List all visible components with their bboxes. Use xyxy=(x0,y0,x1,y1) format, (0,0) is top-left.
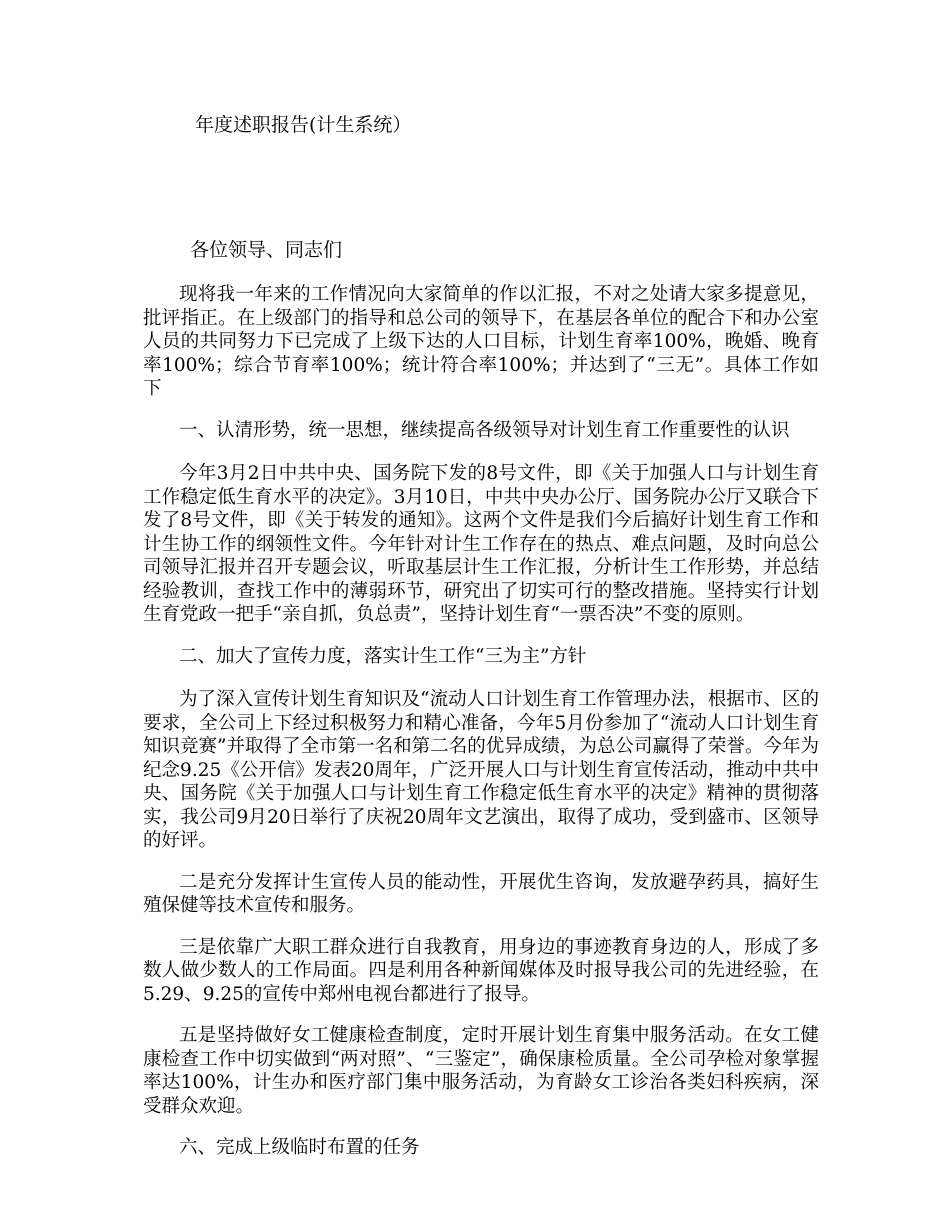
paragraph-section-1: 今年3月2日中共中央、国务院下发的8号文件，即《关于加强人口与计划生育工作稳定低生育水平的决定》。3月10日，中共中央办公厅、国务院办公厅又联合下发了8号文件，即《关于转发的通知》。这两个文件是我们今后搞好计划生育工作和计生协工作的纲领性文件。今年针对计生工作存在的热点、难点问题，及时向总公司领导汇报并召开专题会议，听取基层计生工作汇报，分析计生工作形势，并总结经验教训，查找工作中的薄弱环节，研究出了切实可行的整改措施。坚持实行计划生育党政一把手“亲自抓，负总责”，坚持计划生育“一票否决”不变的原则。 xyxy=(143,463,819,625)
section-heading-2: 二、加大了宣传力度，落实计生工作“三为主”方针 xyxy=(179,645,587,667)
paragraph-publicity: 为了深入宣传计划生育知识及“流动人口计划生育工作管理办法，根据市、区的要求，全公司上下经过积极努力和精心准备，今年5月份参加了“流动人口计划生育知识竞赛”并取得了全市第一名和第二名的优异成绩，为总公司赢得了荣誉。今年为纪念9.25《公开信》发表20周年，广泛开展人口与计划生育宣传活动，推动中共中央、国务院《关于加强人口与计划生育工作稳定低生育水平的决定》精神的贯彻落实，我公司9月20日举行了庆祝20周年文艺演出，取得了成功，受到盛市、区领导的好评。 xyxy=(143,689,819,851)
paragraph-point-5: 五是坚持做好女工健康检查制度，定时开展计划生育集中服务活动。在女工健康检查工作中切实做到“两对照”、“三鉴定”，确保康检质量。全公司孕检对象掌握率达100%，计生办和医疗部门集中服务活动，为育龄女工诊治各类妇科疾病，深受群众欢迎。 xyxy=(143,1025,819,1117)
section-heading-6: 六、完成上级临时布置的任务 xyxy=(179,1137,420,1158)
paragraph-point-3-4: 三是依靠广大职工群众进行自我教育，用身边的事迹教育身边的人，形成了多数人做少数人的工作局面。四是利用各种新闻媒体及时报导我公司的先进经验，在5.29、9.25的宣传中郑州电视台都进行了报导。 xyxy=(143,936,819,1005)
document-title: 年度述职报告(计生系统） xyxy=(195,114,412,136)
salutation: 各位领导、同志们 xyxy=(190,239,343,261)
section-heading-1: 一、认清形势，统一思想，继续提高各级领导对计划生育工作重要性的认识 xyxy=(179,419,790,441)
document-body xyxy=(143,283,819,1180)
paragraph-intro: 现将我一年来的工作情况向大家简单的作以汇报，不对之处请大家多提意见，批评指正。在上级部门的指导和总公司的领导下，在基层各单位的配合下和办公室人员的共同努力下已完成了上级下达的人口目标，计划生育率100%，晚婚、晚育率100%；综合节育率100%；统计符合率100%；并达到了“三无”。具体工作如下 xyxy=(143,284,819,399)
paragraph-point-2: 二是充分发挥计生宣传人员的能动性，开展优生咨询，发放避孕药具，搞好生殖保健等技术宣传和服务。 xyxy=(143,871,819,916)
